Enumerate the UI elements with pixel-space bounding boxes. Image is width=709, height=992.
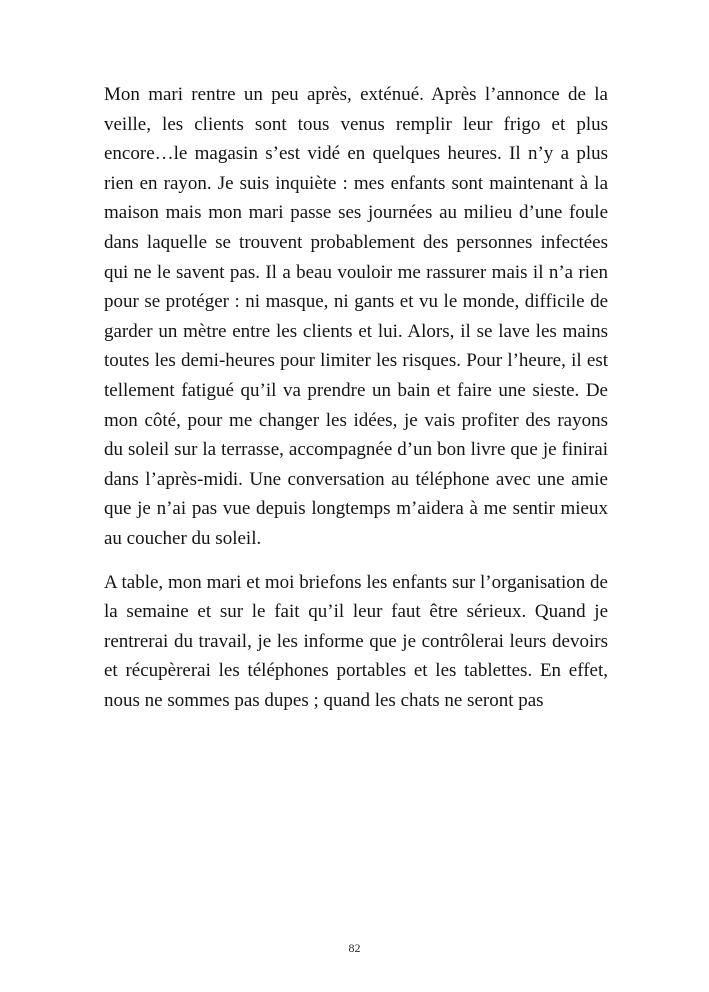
body-text (104, 80, 608, 729)
paragraph-1: Mon mari rentre un peu après, exténué. Après l’annonce de la veille, les clients sont tous venus remplir leur frigo et plus encore…le magasin s’est vidé en quelques heures. Il n’y a plus rien en rayon. Je suis inquiète : mes enfants sont maintenant à la maison mais mon mari passe ses journées au milieu d’une foule dans laquelle se trouvent probablement des personnes infectées qui ne le savent pas. Il a beau vouloir me rassurer mais il n’a rien pour se protéger : ni masque, ni gants et vu le monde, difficile de garder un mètre entre les clients et lui. Alors, il se lave les mains toutes les demi-heures pour limiter les risques. Pour l’heure, il est tellement fatigué qu’il va prendre un bain et faire une sieste. De mon côté, pour me changer les idées, je vais profiter des rayons du soleil sur la terrasse, accompagnée d’un bon livre que je finirai dans l’après-midi. Une conversation au téléphone avec une amie que je n’ai pas vue depuis longtemps m’aidera à me sentir mieux au coucher du soleil. (104, 84, 608, 549)
paragraph-2: A table, mon mari et moi briefons les enfants sur l’organisation de la semaine et sur le fait qu’il leur faut être sérieux. Quand je rentrerai du travail, je les informe que je contrôlerai leurs devoirs et récupèrerai les téléphones portables et les tablettes. En effet, nous ne sommes pas dupes ; quand les chats ne seront pas (104, 571, 608, 711)
page-number: 82 (348, 941, 361, 955)
